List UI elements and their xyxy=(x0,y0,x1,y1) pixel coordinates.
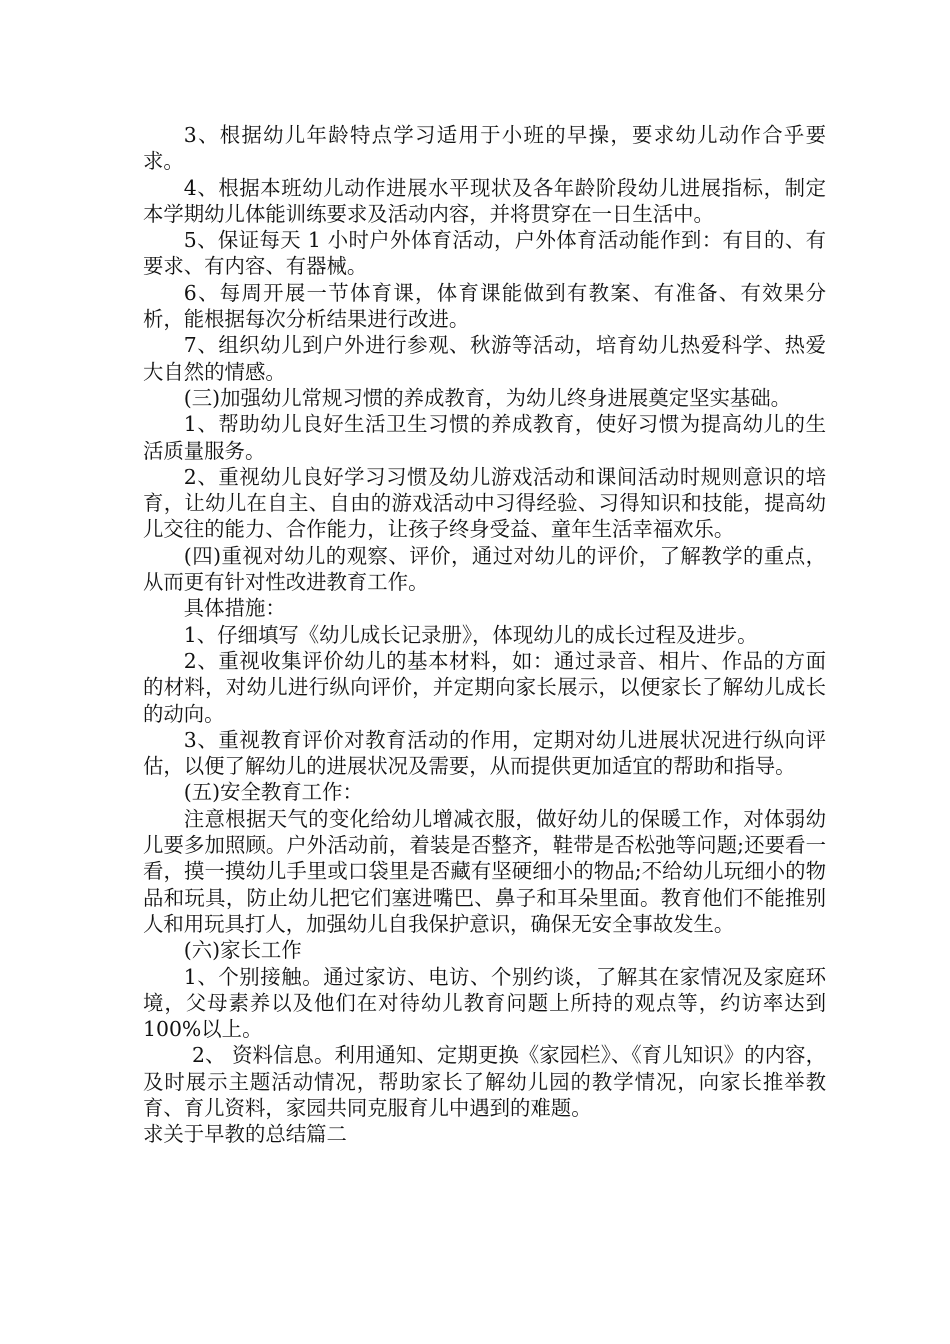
section-heading-4: (四)重视对幼儿的观察、评价，通过对幼儿的评价，了解教学的重点，从而更有针对性改进教育工作。 xyxy=(143,543,826,595)
section-heading-6: (六)家长工作 xyxy=(183,938,302,963)
measures-label: 具体措施： xyxy=(183,596,286,621)
paragraph-item-2: 2、重视幼儿良好学习习惯及幼儿游戏活动和课间活动时规则意识的培育，让幼儿在自主、自由的游戏活动中习得经验、习得知识和技能，提高幼儿交往的能力、合作能力，让孩子终身受益、童年生活幸福欢乐。 xyxy=(143,464,826,542)
measure-item-1: 1、仔细填写《幼儿成长记录册》，体现幼儿的成长过程及进步。 xyxy=(183,622,758,647)
document-body xyxy=(143,122,826,1148)
paragraph-item-3: 3、根据幼儿年龄特点学习适用于小班的早操，要求幼儿动作合乎要求。 xyxy=(143,123,826,174)
paragraph-item-4: 4、根据本班幼儿动作进展水平现状及各年龄阶段幼儿进展指标，制定本学期幼儿体能训练要求及活动内容，并将贯穿在一日生活中。 xyxy=(143,175,826,226)
paragraph-item-1: 1、帮助幼儿良好生活卫生习惯的养成教育，使好习惯为提高幼儿的生活质量服务。 xyxy=(143,412,826,463)
parent-work-item-2: 2、 资料信息。利用通知、定期更换《家园栏》、《育儿知识》的内容，及时展示主题活动情况，帮助家长了解幼儿园的教学情况，向家长推举教育、育儿资料，家园共同克服育儿中遇到的难题。 xyxy=(143,1043,826,1120)
measure-item-2: 2、重视收集评价幼儿的基本材料，如：通过录音、相片、作品的方面的材料，对幼儿进行纵向评价，并定期向家长展示，以便家长了解幼儿成长的动向。 xyxy=(143,648,826,726)
paragraph-item-7: 7、组织幼儿到户外进行参观、秋游等活动，培育幼儿热爱科学、热爱大自然的情感。 xyxy=(143,333,826,384)
paragraph-item-6: 6、每周开展一节体育课，体育课能做到有教案、有准备、有效果分析，能根据每次分析结果进行改进。 xyxy=(143,280,826,332)
closing-line: 求关于早教的总结篇二 xyxy=(143,1122,347,1147)
parent-work-item-1: 1、个别接触。通过家访、电访、个别约谈，了解其在家情况及家庭环境，父母素养以及他们在对待幼儿教育问题上所持的观点等，约访率达到100%以上。 xyxy=(143,964,826,1042)
paragraph-item-5: 5、保证每天 1 小时户外体育活动，户外体育活动能作到：有目的、有要求、有内容、有器械。 xyxy=(143,228,826,279)
section-heading-5: (五)安全教育工作： xyxy=(183,780,363,805)
safety-paragraph: 注意根据天气的变化给幼儿增减衣服，做好幼儿的保暖工作，对体弱幼儿要多加照顾。户外活动前，着装是否整齐，鞋带是否松弛等问题;还要看一看，摸一摸幼儿手里或口袋里是否藏有坚硬细小的物品;不给幼儿玩细小的物品和玩具，防止幼儿把它们塞进嘴巴、鼻子和耳朵里面。教育他们不能推别人和用玩具打人，加强幼儿自我保护意识，确保无安全事故发生。 xyxy=(143,806,826,936)
measure-item-3: 3、重视教育评价对教育活动的作用，定期对幼儿进展状况进行纵向评估，以便了解幼儿的进展状况及需要，从而提供更加适宜的帮助和指导。 xyxy=(143,727,826,779)
section-heading-3: (三)加强幼儿常规习惯的养成教育，为幼儿终身进展奠定坚实基础。 xyxy=(183,385,792,410)
